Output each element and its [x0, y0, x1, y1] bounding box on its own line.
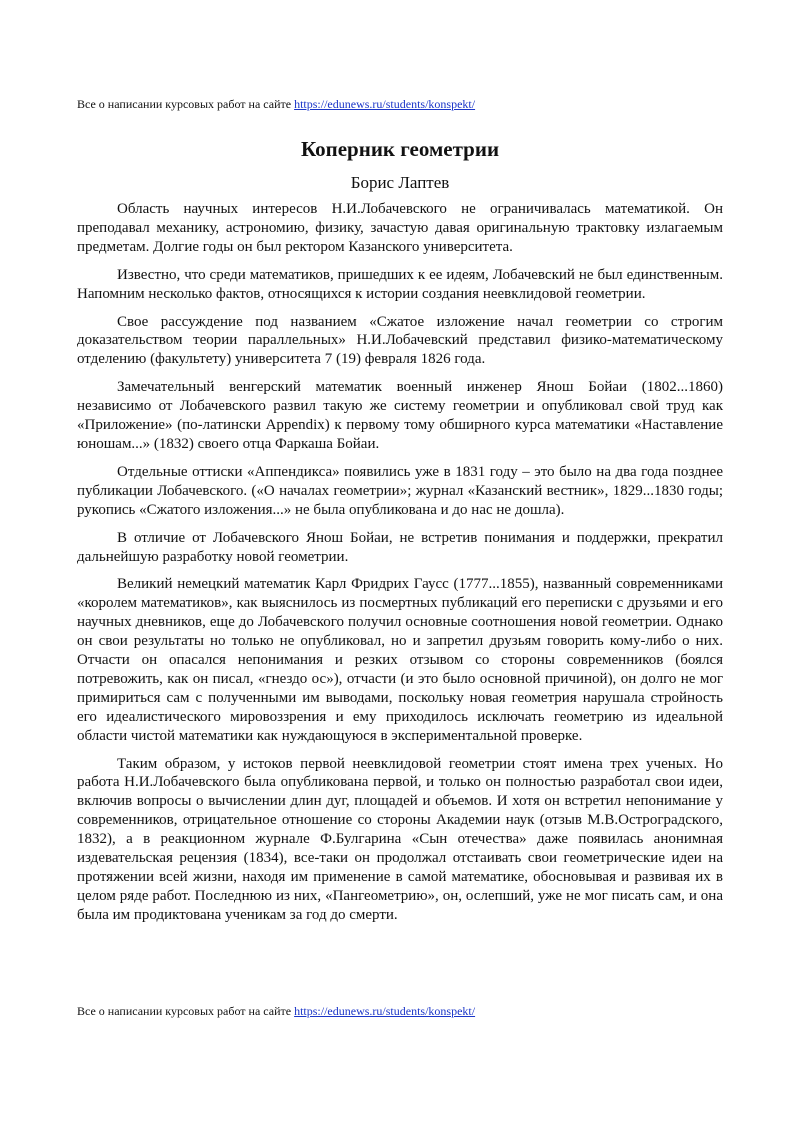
- document-title: Коперник геометрии: [300, 137, 500, 161]
- document-body: [77, 136, 723, 934]
- footer-link[interactable]: https://edunews.ru/students/konspekt/: [294, 1004, 476, 1018]
- paragraph: Свое рассуждение под названием «Сжатое изложение начал геометрии со строгим доказательством теории параллельных» Н.И.Лобачевский представил физико-математическому отделению (факультету) университета 7 (19) февраля 1826 года.: [77, 313, 723, 368]
- paragraph: Известно, что среди математиков, пришедших к ее идеям, Лобачевский не был единственным. Напомним несколько фактов, относящихся к истории создания неевклидовой геометрии.: [77, 266, 723, 302]
- paragraph: Область научных интересов Н.И.Лобачевского не ограничивалась математикой. Он преподавал механику, астрономию, физику, зачастую давая оригинальную трактовку излагаемым предметам. Долгие годы он был ректором Казанского университета.: [77, 201, 723, 255]
- footer-note: [77, 1004, 475, 1018]
- document-author: Борис Лаптев: [350, 173, 450, 192]
- paragraph: В отличие от Лобачевского Янош Бойаи, не встретив понимания и поддержки, прекратил дальнейшую разработку новой геометрии.: [77, 529, 723, 565]
- footer-note-text: Все о написании курсовых работ на сайте: [77, 1004, 295, 1018]
- header-note: [77, 97, 475, 111]
- paragraph: Отдельные оттиски «Аппендикса» появились уже в 1831 году – это было на два года позднее публикации Лобачевского. («О началах геометрии»; журнал «Казанский вестник», 1829...1830 годы; рукопись «Сжатого изложения...» не была опубликована и до нас не дошла).: [77, 463, 723, 518]
- paragraph: Таким образом, у истоков первой неевклидовой геометрии стоят имена трех ученых. Но работа Н.И.Лобачевского была опубликована первой, и только он полностью разработал свои идеи, включив вопросы о вычислении длин дуг, площадей и объемов. И хотя он встретил непонимание у современников, отрицательное отношение со стороны Академии наук (отзыв М.В.Остроградского, 1832), а в реакционном журнале Ф.Булгарина «Сын отечества» даже появилась анонимная издевательская рецензия (1834), все-таки он продолжал отстаивать свои геометрические идеи на протяжении всей жизни, находя им применение в самой математике, обосновывая и развивая их в целом ряде работ. Последнюю из них, «Пангеометрию», он, ослепший, уже не мог писать сам, и она была им продиктована ученикам за год до смерти.: [77, 755, 723, 923]
- paragraph: Великий немецкий математик Карл Фридрих Гаусс (1777...1855), названный современниками «королем математиков», как выяснилось из посмертных публикаций его переписки с друзьями и его научных дневников, еще до Лобачевского получил основные соотношения новой геометрии. Однако он свои результаты но только не опубликовал, но и запретил друзьям говорить кому-либо о них. Отчасти он опасался непонимания и резких отзывом со стороны современников (боялся потревожить, как он писал, «гнездо ос»), отчасти (и это было основной причиной), он долго не мог примириться сам с полученными им выводами, поскольку новая геометрия нарушала стройность его идеалистического мировоззрения и ему приходилось исключать геометрию из идеальной области чистой математики как нуждающуюся в экспериментальной проверке.: [77, 576, 723, 744]
- header-link[interactable]: https://edunews.ru/students/konspekt/: [294, 97, 476, 111]
- paragraph: Замечательный венгерский математик военный инженер Янош Бойаи (1802...1860) независимо от Лобачевского развил такую же систему геометрии и опубликовал свой труд как «Приложение» (по-латински Appendix) к первому тому обширного курса математики «Наставление юношам...» (1832) своего отца Фаркаша Бойаи.: [77, 379, 723, 452]
- header-note-text: Все о написании курсовых работ на сайте: [77, 97, 295, 111]
